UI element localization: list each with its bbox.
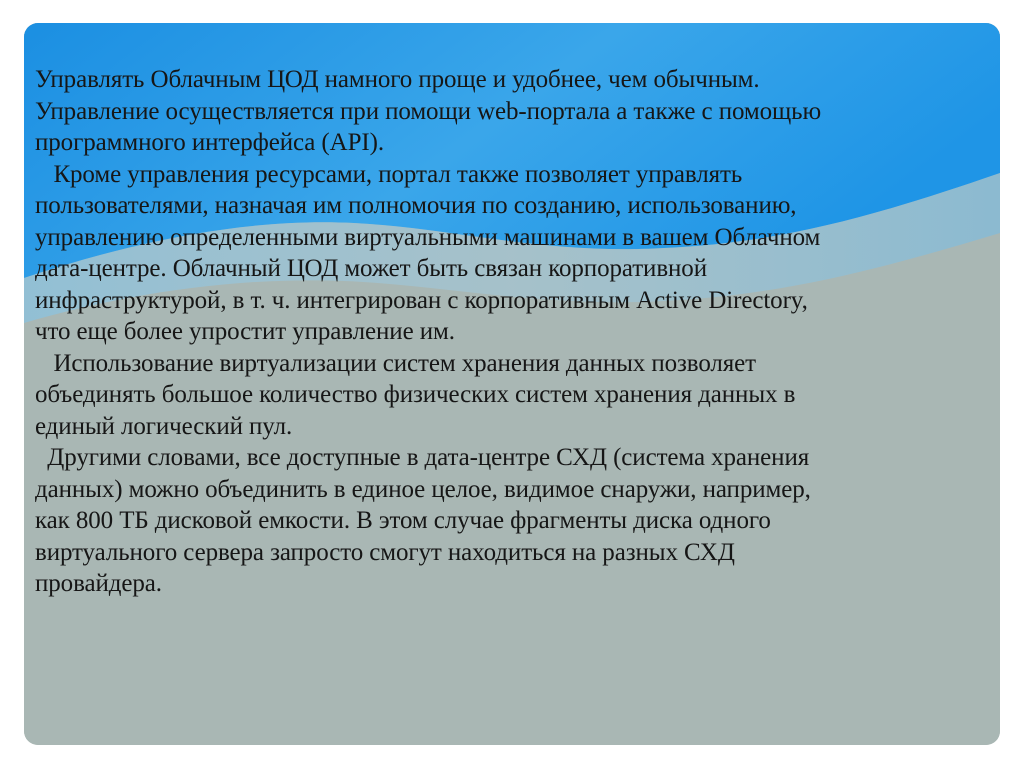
text-line: программного интерфейса (API). [35,129,385,156]
text-line: провайдера. [35,570,162,597]
text-line: что еще более упростит управление им. [35,318,455,345]
content-panel [24,23,1000,745]
body-text [35,64,985,600]
text-line: Управление осуществляется при помощи web-портала а также с помощью [35,97,822,125]
text-line: как 800 ТБ дисковой емкости. В этом случае фрагменты диска одного [35,507,771,534]
text-line: Кроме управления ресурсами, портал также позволяет управлять [35,160,743,188]
text-line: объединять большое количество физических систем хранения данных в [35,381,796,408]
text-line: инфраструктурой, в т. ч. интегрирован с корпоративным Active Directory, [35,286,808,314]
text-line: пользователями, назначая им полномочия по созданию, использованию, [35,192,797,219]
text-line: управлению определенными виртуальными машинами в вашем Облачном [35,223,821,251]
text-line: дата-центре. Облачный ЦОД может быть связан корпоративной [35,255,707,282]
text-line: данных) можно объединить в единое целое, видимое снаружи, например, [35,475,811,503]
text-line: Использование виртуализации систем хранения данных позволяет [35,349,756,377]
text-line: виртуального сервера запросто смогут находиться на разных СХД [35,538,735,566]
text-line: Другими словами, все доступные в дата-центре СХД (система хранения [35,444,810,471]
text-line: единый логический пул. [35,412,293,440]
text-line: Управлять Облачным ЦОД намного проще и удобнее, чем обычным. [35,66,760,93]
